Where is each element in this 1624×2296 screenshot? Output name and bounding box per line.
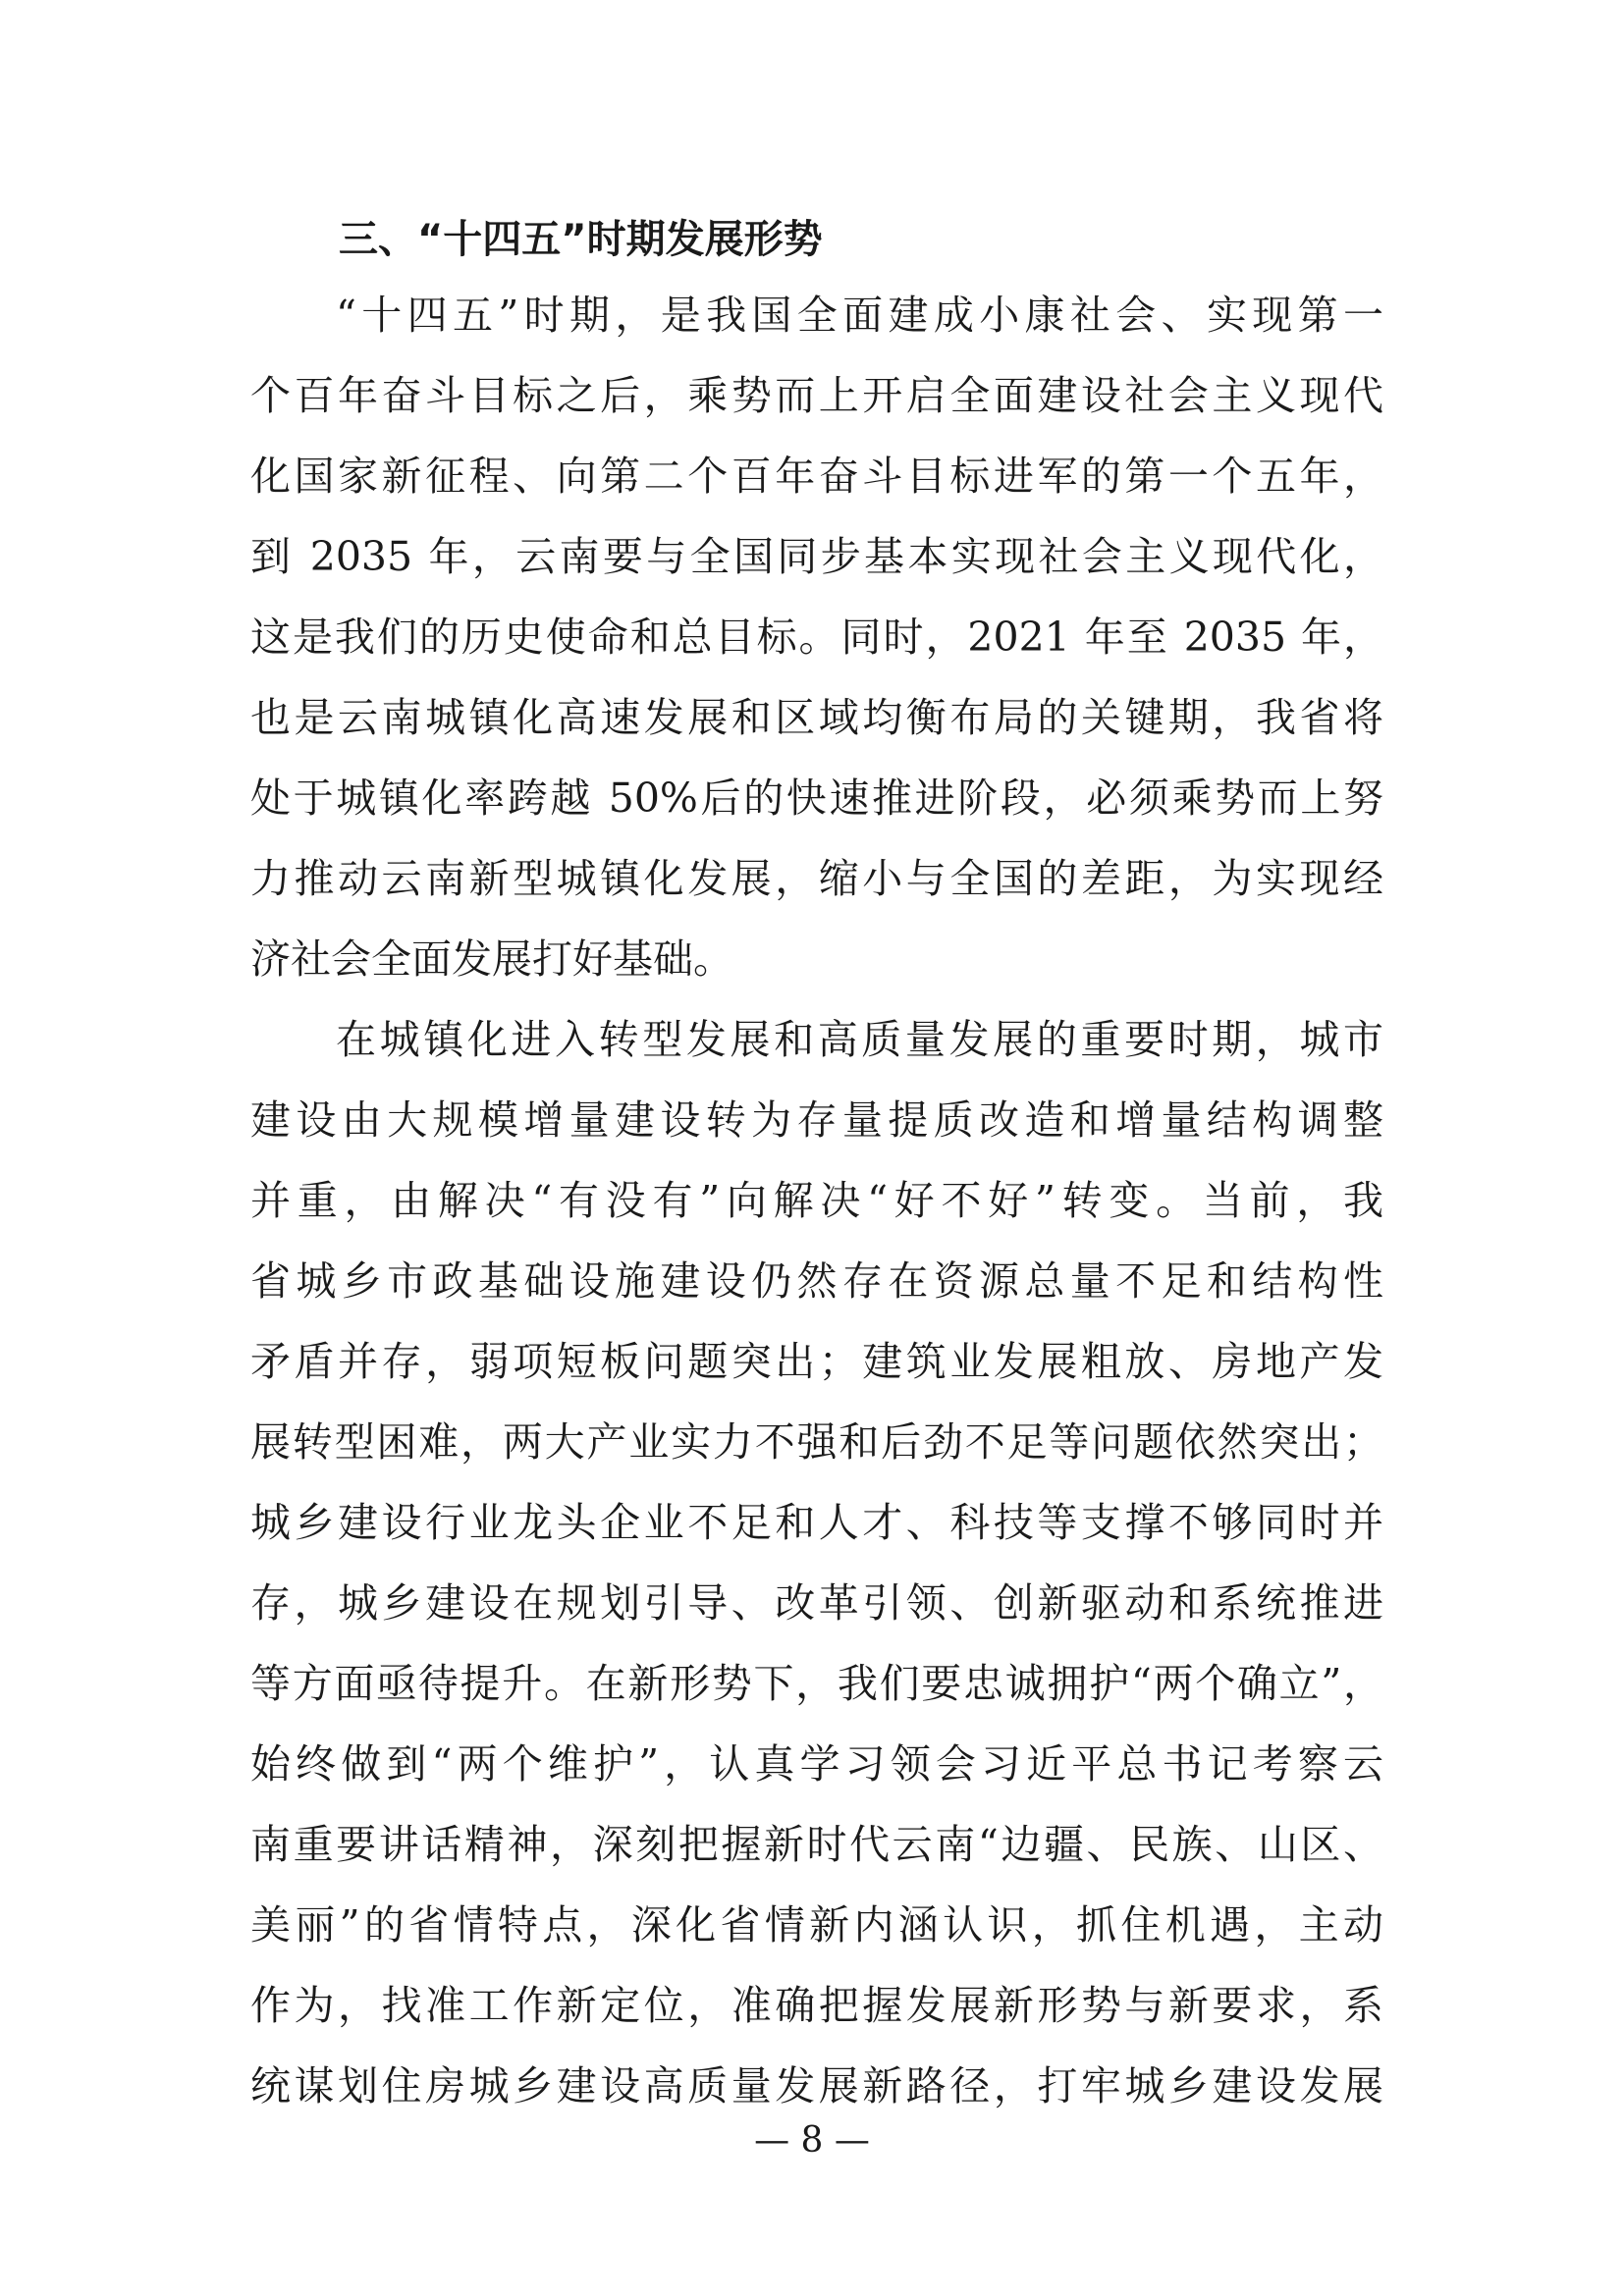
paragraph-line: 存，城乡建设在规划引导、改革引领、创新驱动和系统推进 — [250, 1579, 1383, 1627]
paragraph-line: 这是我们的历史使命和总目标。同时，2021 年至 2035 年， — [250, 614, 1383, 661]
paragraph-line: 统谋划住房城乡建设高质量发展新路径，打牢城乡建设发展 — [250, 2062, 1383, 2109]
paragraph-line: 济社会全面发展打好基础。 — [250, 935, 733, 983]
paragraph-line: 到 2035 年，云南要与全国同步基本实现社会主义现代化， — [250, 533, 1383, 580]
page-number: — 8 — — [754, 2120, 870, 2161]
paragraph-line: 建设由大规模增量建设转为存量提质改造和增量结构调整 — [250, 1096, 1383, 1144]
paragraph-line: 也是云南城镇化高速发展和区域均衡布局的关键期，我省将 — [250, 694, 1383, 741]
paragraph-line: 作为，找准工作新定位，准确把握发展新形势与新要求，系 — [250, 1982, 1383, 2029]
paragraph-line: 等方面亟待提升。在新形势下，我们要忠诚拥护“两个确立”， — [250, 1660, 1383, 1707]
paragraph-line: 在城镇化进入转型发展和高质量发展的重要时期，城市 — [336, 1016, 1383, 1063]
paragraph-line: 个百年奋斗目标之后，乘势而上开启全面建设社会主义现代 — [250, 372, 1383, 419]
paragraph-line: 始终做到“两个维护”，认真学习领会习近平总书记考察云 — [250, 1740, 1383, 1788]
paragraph-line: 展转型困难，两大产业实力不强和后劲不足等问题依然突出； — [250, 1418, 1383, 1466]
paragraph-line: 力推动云南新型城镇化发展，缩小与全国的差距，为实现经 — [250, 855, 1383, 902]
paragraph-line: 并重，由解决“有没有”向解决“好不好”转变。当前，我 — [250, 1177, 1383, 1224]
paragraph-line: 省城乡市政基础设施建设仍然存在资源总量不足和结构性 — [250, 1257, 1383, 1305]
paragraph-line: 美丽”的省情特点，深化省情新内涵认识，抓住机遇，主动 — [250, 1901, 1383, 1949]
paragraph-line: 处于城镇化率跨越 50%后的快速推进阶段，必须乘势而上努 — [250, 774, 1383, 822]
paragraph-line: 南重要讲话精神，深刻把握新时代云南“边疆、民族、山区、 — [250, 1821, 1383, 1868]
paragraph-line: 矛盾并存，弱项短板问题突出；建筑业发展粗放、房地产发 — [250, 1338, 1383, 1385]
paragraph-line: 化国家新征程、向第二个百年奋斗目标进军的第一个五年， — [250, 453, 1383, 500]
section-heading: 三、“十四五”时期发展形势 — [339, 217, 823, 262]
paragraph-line: “十四五”时期，是我国全面建成小康社会、实现第一 — [336, 292, 1383, 339]
paragraph-line: 城乡建设行业龙头企业不足和人才、科技等支撑不够同时并 — [250, 1499, 1383, 1546]
